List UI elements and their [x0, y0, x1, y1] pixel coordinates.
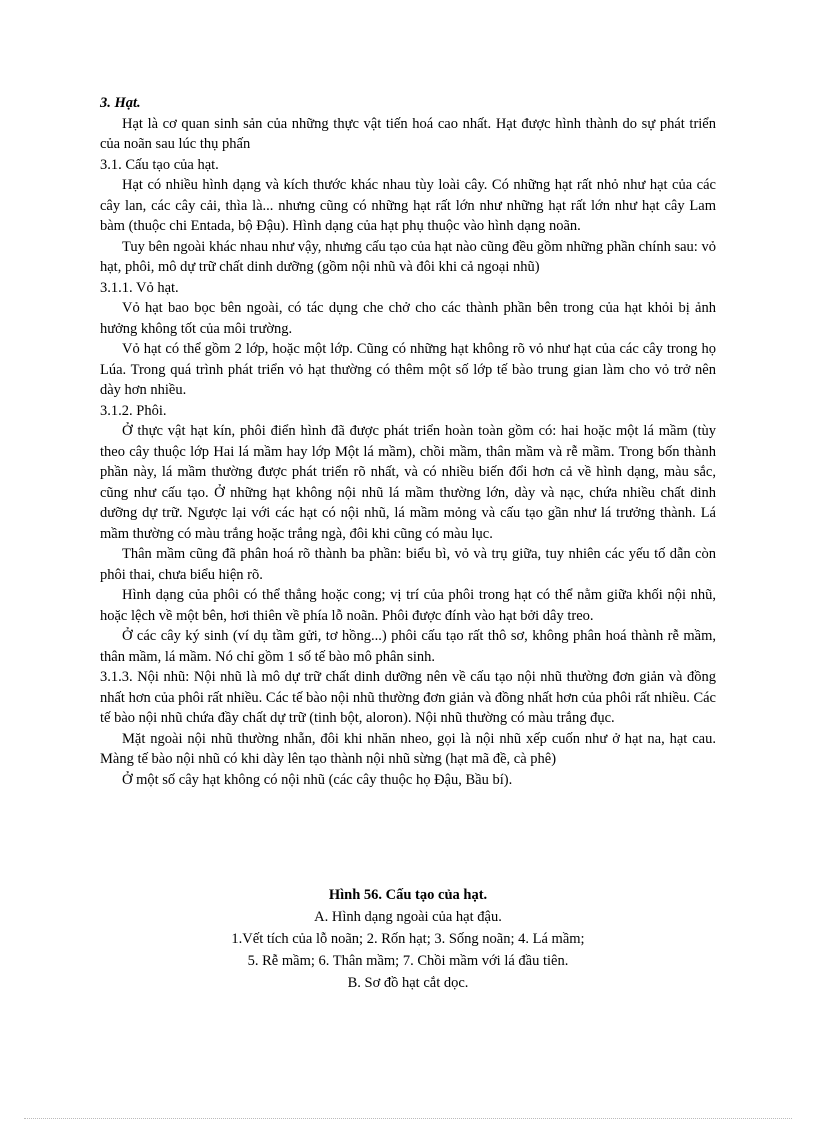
paragraph-3-1-b: Tuy bên ngoài khác nhau như vậy, nhưng cấu tạo của hạt nào cũng đều gồm những phần chính sau: vỏ hạt, phôi, mô dự trữ chất dinh dưỡng (gồm nội nhũ và đôi khi cả ngoại nhũ): [100, 238, 716, 275]
intro-paragraph: Hạt là cơ quan sinh sản của những thực vật tiến hoá cao nhất. Hạt được hình thành do sự phát triển của noãn sau lúc thụ phấn: [100, 115, 716, 152]
document-body: [100, 93, 716, 790]
paragraph-3-1-1-a: Vỏ hạt bao bọc bên ngoài, có tác dụng che chở cho các thành phần bên trong của hạt khỏi bị ảnh hưởng không tốt của môi trường.: [100, 300, 716, 337]
paragraph-3-1-a: Hạt có nhiều hình dạng và kích thước khác nhau tùy loài cây. Có những hạt rất nhỏ như hạt của các cây lan, các cây cải, thìa là... nhưng cũng có những hạt rất lớn như những hạt rất lớn như hạt cây Lam bàm (thuộc chi Entada, bộ Đậu). Hình dạng của hạt phụ thuộc vào hình dạng noãn.: [100, 177, 716, 234]
paragraph-3-1-2-d: Ở các cây ký sinh (ví dụ tầm gửi, tơ hồng...) phôi cấu tạo rất thô sơ, không phân hoá thành rễ mầm, thân mầm, lá mầm. Nó chỉ gồm 1 số tế bào mô phân sinh.: [100, 628, 716, 665]
paragraph-3-1-1-b: Vỏ hạt có thể gồm 2 lớp, hoặc một lớp. Cũng có những hạt không rõ vỏ như hạt của các cây trong họ Lúa. Trong quá trình phát triển vỏ hạt thường có thêm một số lớp tế bào trung gian làm cho vỏ trở nên dày hơn nhiều.: [100, 341, 716, 398]
paragraph-3-1-3: 3.1.3. Nội nhũ: Nội nhũ là mô dự trữ chất dinh dưỡng nên về cấu tạo nội nhũ thường đơn giản và đồng nhất hơn của phôi rất nhiều. Các tế bào nội nhũ thường đơn giản và đồng nhất hơn của phôi rất nhiều. Các tế bào nội nhũ chứa đầy chất dự trữ (tinh bột, aloron). Nội nhũ thường có màu trắng đục.: [100, 669, 716, 726]
heading-3-1-1: 3.1.1. Vỏ hạt.: [100, 279, 179, 296]
heading-3-1-2: 3.1.2. Phôi.: [100, 402, 167, 419]
heading-3-1: 3.1. Cấu tạo của hạt.: [100, 156, 219, 173]
figure-caption: [100, 884, 716, 994]
section-title: 3. Hạt.: [100, 95, 141, 111]
caption-line-1: 1.Vết tích của lỗ noãn; 2. Rốn hạt; 3. Sống noãn; 4. Lá mầm;: [231, 931, 585, 947]
paragraph-3-1-2-a: Ở thực vật hạt kín, phôi điển hình đã được phát triển hoàn toàn gồm có: hai hoặc một lá mầm (tùy theo cây thuộc lớp Hai lá mầm hay lớp Một lá mầm), chồi mầm, thân mầm và rễ mầm. Trong bốn thành phần này, lá mầm thường được phát triển rõ nhất, và có nhiều biến đổi hơn cả về hình dạng, màu sắc, cũng như cấu tạo. Ở những hạt không nội nhũ lá mầm thường lớn, dày và nạc, chứa nhiều chất dinh dưỡng dự trữ. Ngược lại với các hạt có nội nhũ, lá mầm mỏng và cấu tạo gần như lá trưởng thành. Lá mầm thường có màu trắng hoặc trắng ngà, đôi khi cũng có màu lục.: [100, 423, 716, 542]
page-bottom-divider: [24, 1118, 792, 1119]
paragraph-3-1-3-c: Ở một số cây hạt không có nội nhũ (các cây thuộc họ Đậu, Bầu bí).: [122, 771, 513, 788]
paragraph-3-1-2-c: Hình dạng của phôi có thể thẳng hoặc cong; vị trí của phôi trong hạt có thể nằm giữa khối nội nhũ, hoặc lệch về một bên, hơi thiên về phía lỗ noãn. Phôi được đính vào hạt bởi dây treo.: [100, 587, 716, 624]
caption-line-2: 5. Rễ mầm; 6. Thân mầm; 7. Chồi mầm với lá đầu tiên.: [247, 953, 569, 969]
caption-line-b: B. Sơ đồ hạt cắt dọc.: [347, 975, 469, 991]
caption-line-a: A. Hình dạng ngoài của hạt đậu.: [314, 909, 502, 925]
caption-title: Hình 56. Cấu tạo của hạt.: [328, 887, 488, 903]
paragraph-3-1-3-b: Mặt ngoài nội nhũ thường nhẵn, đôi khi nhăn nheo, gọi là nội nhũ xếp cuốn như ở hạt na, hạt cau. Màng tế bào nội nhũ có khi dày lên tạo thành nội nhũ sừng (hạt mã đề, cà phê): [100, 730, 716, 767]
paragraph-3-1-2-b: Thân mầm cũng đã phân hoá rõ thành ba phần: biểu bì, vỏ và trụ giữa, tuy nhiên các yếu tố dẫn còn phôi thai, chưa biểu hiện rõ.: [100, 546, 716, 583]
